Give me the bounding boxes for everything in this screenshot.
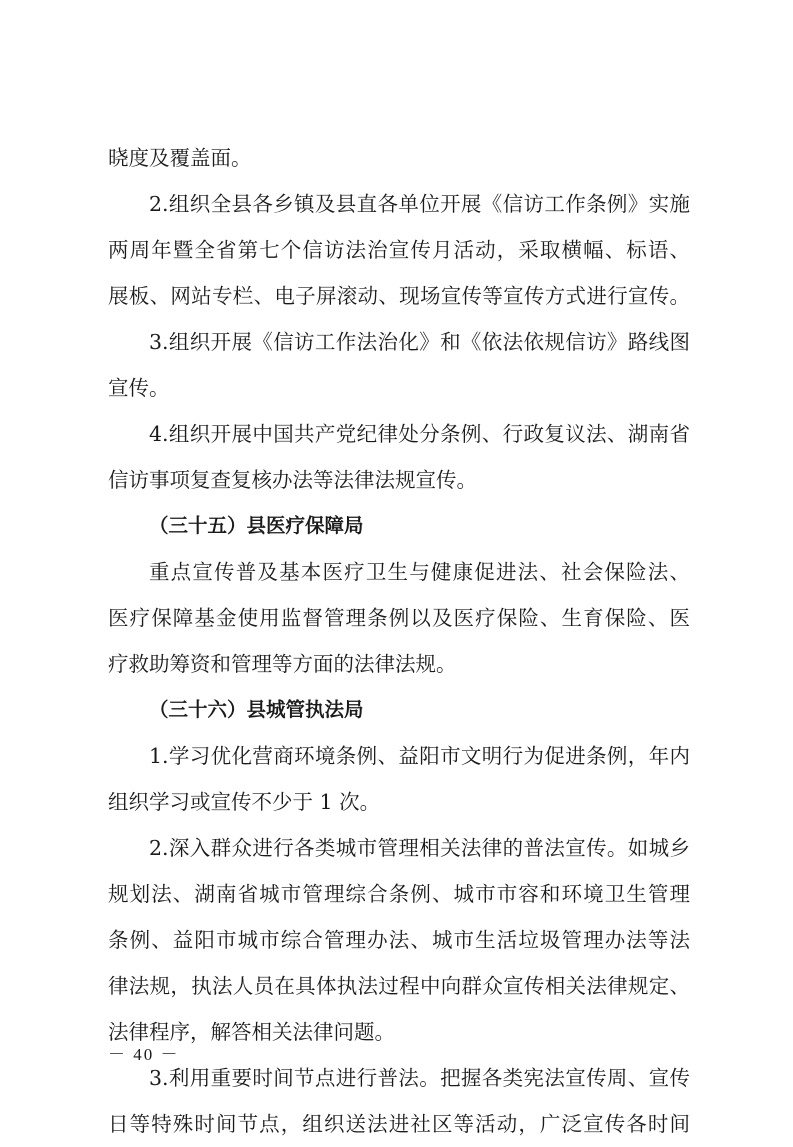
text-line: 法律程序，解答相关法律问题。: [108, 1020, 395, 1044]
text-line: 规划法、湖南省城市管理综合条例、城市市容和环境卫生管理: [108, 882, 690, 906]
text-line-item-1: 1.学习优化营商环境条例、益阳市文明行为促进条例，年内: [149, 744, 690, 768]
section-heading-35: （三十五）县医疗保障局: [149, 514, 364, 537]
text-line: 条例、益阳市城市综合管理办法、城市生活垃圾管理办法等法: [108, 928, 690, 952]
section-heading-36: （三十六）县城管执法局: [149, 698, 364, 721]
text-line: 日等特殊时间节点，组织送法进社区等活动，广泛宣传各时间: [108, 1112, 690, 1136]
text-line: 展板、网站专栏、电子屏滚动、现场宣传等宣传方式进行宣传。: [108, 284, 690, 308]
text-line-continuation: 晓度及覆盖面。: [108, 146, 252, 170]
text-line: 重点宣传普及基本医疗卫生与健康促进法、社会保险法、: [149, 560, 690, 584]
text-line-item-3: 3.组织开展《信访工作法治化》和《依法依规信访》路线图: [149, 330, 690, 354]
text-line: 医疗保障基金使用监督管理条例以及医疗保险、生育保险、医: [108, 606, 690, 630]
text-line: 组织学习或宣传不少于 1 次。: [108, 790, 381, 814]
text-line: 两周年暨全省第七个信访法治宣传月活动，采取横幅、标语、: [108, 238, 690, 262]
page-number: － 40 －: [108, 1045, 180, 1064]
text-line: 疗救助筹资和管理等方面的法律法规。: [108, 652, 457, 676]
text-line-item-4: 4.组织开展中国共产党纪律处分条例、行政复议法、湖南省: [149, 422, 690, 446]
text-line: 信访事项复查复核办法等法律法规宣传。: [108, 468, 477, 492]
text-line-item-2: 2.深入群众进行各类城市管理相关法律的普法宣传。如城乡: [149, 836, 690, 860]
text-line: 律法规，执法人员在具体执法过程中向群众宣传相关法律规定、: [108, 974, 690, 998]
text-line: 宣传。: [108, 376, 170, 400]
document-body: [108, 135, 690, 1147]
text-line-item-3: 3.利用重要时间节点进行普法。把握各类宪法宣传周、宣传: [149, 1066, 690, 1090]
text-line-item-2: 2.组织全县各乡镇及县直各单位开展《信访工作条例》实施: [149, 192, 690, 216]
